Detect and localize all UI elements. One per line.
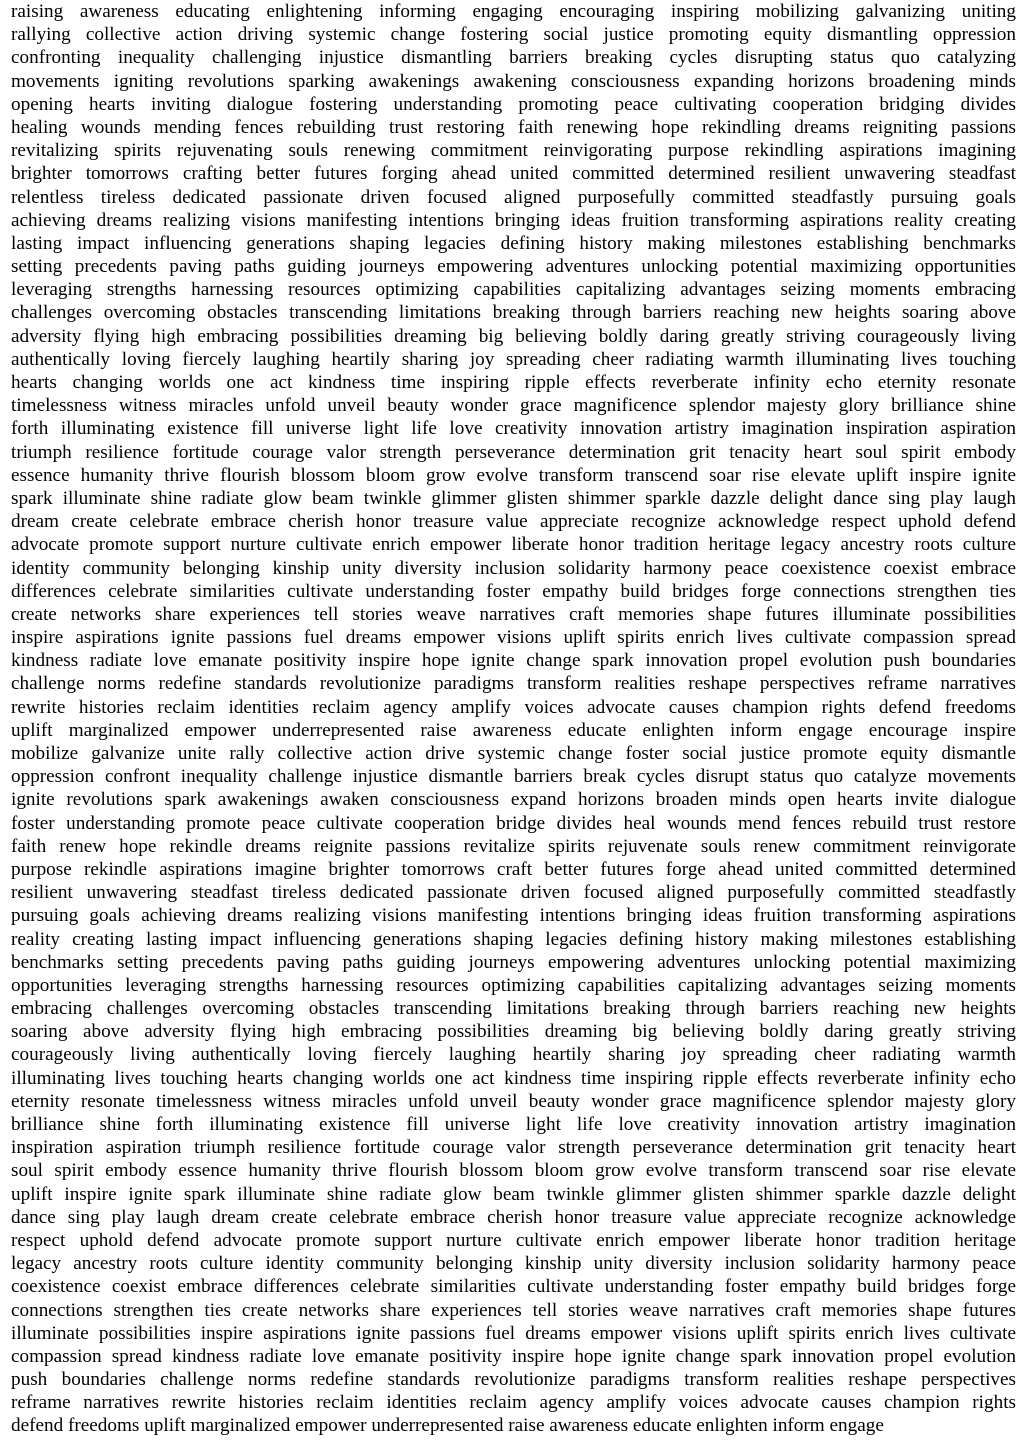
text-line: respect uphold defend advocate promote support nurture cultivate enrich empower liberate honor tradition heritage	[11, 1229, 1016, 1251]
text-line: kindness radiate love emanate positivity inspire hope ignite change spark innovation propel evolution push boundaries	[11, 650, 1016, 672]
text-line: defend freedoms uplift marginalized empower underrepresented raise awareness educate enlighten inform engage	[11, 1415, 884, 1437]
text-line: benchmarks setting precedents paving paths guiding journeys empowering adventures unlocking potential maximizing	[11, 951, 1016, 973]
text-line: uplift marginalized empower underrepresented raise awareness educate enlighten inform engage encourage inspire	[11, 719, 1016, 741]
text-line: revitalizing spirits rejuvenating souls renewing commitment reinvigorating purpose rekindling aspirations imagining	[11, 140, 1016, 162]
text-line: differences celebrate similarities cultivate understanding foster empathy build bridges forge connections strengthen ties	[11, 580, 1016, 602]
text-line: soul spirit embody essence humanity thrive flourish blossom bloom grow evolve transform transcend soar rise elevate	[11, 1160, 1016, 1182]
text-line: achieving dreams realizing visions manifesting intentions bringing ideas fruition transforming aspirations reality creating	[11, 209, 1016, 231]
text-line: illuminate possibilities inspire aspirations ignite passions fuel dreams empower visions uplift spirits enrich lives cultivate	[11, 1322, 1016, 1344]
text-line: opening hearts inviting dialogue fostering understanding promoting peace cultivating cooperation bridging divides	[11, 93, 1016, 115]
text-line: illuminating lives touching hearts changing worlds one act kindness time inspiring ripple effects reverberate infinity echo	[11, 1067, 1016, 1089]
text-line: movements igniting revolutions sparking awakenings awakening consciousness expanding horizons broadening minds	[11, 70, 1016, 92]
text-line: setting precedents paving paths guiding journeys empowering adventures unlocking potential maximizing opportunities	[11, 256, 1016, 278]
text-line: challenges overcoming obstacles transcending limitations breaking through barriers reaching new heights soaring above	[11, 302, 1016, 324]
text-line: mobilize galvanize unite rally collective action drive systemic change foster social justice promote equity dismantle	[11, 743, 1016, 764]
text-line: inspire aspirations ignite passions fuel dreams empower visions uplift spirits enrich lives cultivate compassion spread	[11, 627, 1016, 649]
text-line: forth illuminating existence fill universe light life love creativity innovation artistry imagination inspiration aspiration	[11, 418, 1016, 440]
text-line: hearts changing worlds one act kindness time inspiring ripple effects reverberate infinity echo eternity resonate	[11, 372, 1016, 393]
text-line: pursuing goals achieving dreams realizing visions manifesting intentions bringing ideas fruition transforming aspirations	[11, 905, 1016, 927]
text-line: challenge norms redefine standards revolutionize paradigms transform realities reshape perspectives reframe narratives	[11, 673, 1016, 695]
text-line: triumph resilience fortitude courage valor strength perseverance determination grit tenacity heart soul spirit embody	[11, 441, 1016, 463]
text-line: uplift inspire ignite spark illuminate shine radiate glow beam twinkle glimmer glisten shimmer sparkle dazzle delight	[11, 1183, 1016, 1205]
text-line: rallying collective action driving systemic change fostering social justice promoting equity dismantling oppression	[11, 24, 1016, 46]
text-line: confronting inequality challenging injustice dismantling barriers breaking cycles disrupting status quo catalyzing	[11, 47, 1016, 69]
text-line: coexistence coexist embrace differences celebrate similarities cultivate understanding foster empathy build bridges forge	[11, 1276, 1016, 1298]
text-line: dance sing play laugh dream create celebrate embrace cherish honor treasure value appreciate recognize acknowledge	[11, 1206, 1016, 1228]
text-line: authentically loving fiercely laughing heartily sharing joy spreading cheer radiating warmth illuminating lives touching	[11, 348, 1016, 370]
text-line: foster understanding promote peace cultivate cooperation bridge divides heal wounds mend fences rebuild trust restore	[11, 812, 1016, 834]
text-line: advocate promote support nurture cultivate enrich empower liberate honor tradition heritage legacy ancestry roots culture	[11, 534, 1016, 556]
text-line: reality creating lasting impact influencing generations shaping legacies defining history making milestones establishing	[11, 928, 1016, 950]
text-line: resilient unwavering steadfast tireless dedicated passionate driven focused aligned purposefully committed steadfastly	[11, 882, 1016, 904]
text-line: compassion spread kindness radiate love emanate positivity inspire hope ignite change spark innovation propel evolution	[11, 1345, 1016, 1367]
text-line: soaring above adversity flying high embracing possibilities dreaming big believing boldly daring greatly striving	[11, 1021, 1016, 1043]
text-line: eternity resonate timelessness witness miracles unfold unveil beauty wonder grace magnificence splendor majesty glory	[11, 1090, 1016, 1112]
text-line: adversity flying high embracing possibilities dreaming big believing boldly daring greatly striving courageously living	[11, 325, 1016, 347]
text-line: inspiration aspiration triumph resilience fortitude courage valor strength perseverance determination grit tenacity heart	[11, 1137, 1016, 1159]
text-line: relentless tireless dedicated passionate driven focused aligned purposefully committed steadfastly pursuing goals	[11, 186, 1016, 208]
text-line: push boundaries challenge norms redefine standards revolutionize paradigms transform realities reshape perspectives	[11, 1369, 1016, 1391]
text-line: legacy ancestry roots culture identity community belonging kinship unity diversity inclusion solidarity harmony peace	[11, 1253, 1016, 1275]
text-line: leveraging strengths harnessing resources optimizing capabilities capitalizing advantages seizing moments embracing	[11, 279, 1016, 301]
text-line: brilliance shine forth illuminating existence fill universe light life love creativity innovation artistry imagination	[11, 1114, 1016, 1135]
text-line: healing wounds mending fences rebuilding trust restoring faith renewing hope rekindling dreams reigniting passions	[11, 116, 1016, 138]
text-line: brighter tomorrows crafting better futures forging ahead united committed determined resilient unwavering steadfast	[11, 163, 1016, 185]
text-line: purpose rekindle aspirations imagine brighter tomorrows craft better futures forge ahead united committed determined	[11, 858, 1016, 880]
text-line: opportunities leveraging strengths harnessing resources optimizing capabilities capitalizing advantages seizing moments	[11, 974, 1016, 996]
text-line: lasting impact influencing generations shaping legacies defining history making milestones establishing benchmarks	[11, 232, 1016, 254]
text-line: courageously living authentically loving fiercely laughing heartily sharing joy spreading cheer radiating warmth	[11, 1044, 1016, 1066]
text-line: oppression confront inequality challenge injustice dismantle barriers break cycles disrupt status quo catalyze movements	[11, 766, 1016, 788]
text-line: dream create celebrate embrace cherish honor treasure value appreciate recognize acknowledge respect uphold defend	[11, 511, 1016, 533]
text-line: rewrite histories reclaim identities reclaim agency amplify voices advocate causes champion rights defend freedoms	[11, 696, 1016, 718]
text-line: raising awareness educating enlightening informing engaging encouraging inspiring mobilizing galvanizing uniting	[11, 1, 1016, 22]
text-line: embracing challenges overcoming obstacles transcending limitations breaking through barriers reaching new heights	[11, 998, 1016, 1020]
text-line: ignite revolutions spark awakenings awaken consciousness expand horizons broaden minds open hearts invite dialogue	[11, 789, 1016, 811]
text-line: identity community belonging kinship unity diversity inclusion solidarity harmony peace coexistence coexist embrace	[11, 557, 1016, 579]
text-line: faith renew hope rekindle dreams reignite passions revitalize spirits rejuvenate souls renew commitment reinvigorate	[11, 835, 1016, 857]
text-line: create networks share experiences tell stories weave narratives craft memories shape futures illuminate possibilities	[11, 603, 1016, 625]
text-line: spark illuminate shine radiate glow beam twinkle glimmer glisten shimmer sparkle dazzle delight dance sing play laugh	[11, 487, 1016, 509]
text-line: connections strengthen ties create networks share experiences tell stories weave narratives craft memories shape futures	[11, 1299, 1016, 1321]
text-line: essence humanity thrive flourish blossom bloom grow evolve transform transcend soar rise elevate uplift inspire ignite	[11, 464, 1016, 486]
text-line: reframe narratives rewrite histories reclaim identities reclaim agency amplify voices advocate causes champion rights	[11, 1392, 1016, 1414]
text-line: timelessness witness miracles unfold unveil beauty wonder grace magnificence splendor majesty glory brilliance shine	[11, 395, 1016, 417]
